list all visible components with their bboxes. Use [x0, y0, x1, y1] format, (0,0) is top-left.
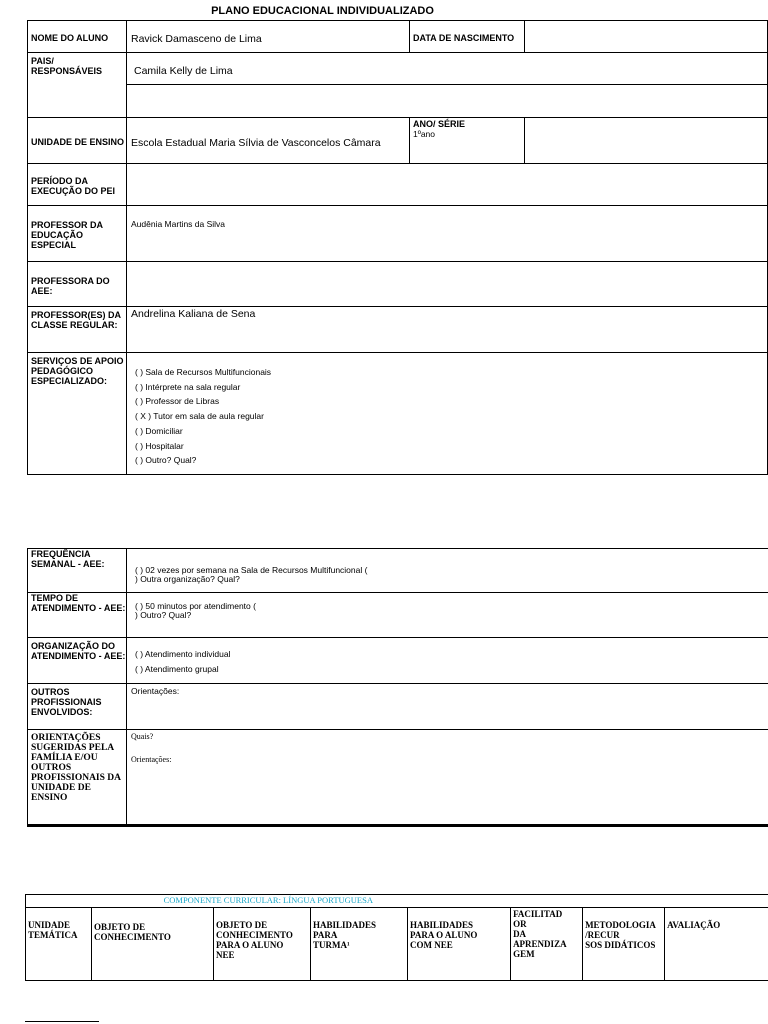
professor-educacao-especial-field[interactable]: Audênia Martins da Silva: [127, 206, 768, 262]
document-title: PLANO EDUCACIONAL INDIVIDUALIZADO: [211, 5, 434, 17]
periodo-execucao-label: PERÍODO DA EXECUÇÃO DO PEI: [28, 164, 127, 206]
tempo-atendimento-label: TEMPO DE ATENDIMENTO - AEE:: [28, 593, 127, 638]
frequencia-line-1: ( ) 02 vezes por semana na Sala de Recursos Multifuncional (: [135, 565, 368, 575]
col-avaliacao: AVALIAÇÃO: [665, 908, 768, 981]
professor-classe-regular-label: PROFESSOR(ES) DA CLASSE REGULAR:: [28, 307, 127, 353]
orientacoes-quais: Quais?: [131, 732, 154, 741]
data-nascimento-field[interactable]: [525, 21, 768, 53]
frequencia-semanal-field[interactable]: [127, 549, 768, 593]
servico-option[interactable]: ( ) Professor de Libras: [135, 396, 220, 407]
tempo-line-2: ) Outro? Qual?: [135, 610, 192, 620]
servico-option[interactable]: ( ) Outro? Qual?: [135, 455, 197, 466]
curriculum-table: [25, 894, 768, 981]
servico-option[interactable]: ( ) Hospitalar: [135, 440, 184, 451]
outros-profissionais-field[interactable]: Orientações:: [127, 684, 768, 730]
servico-option[interactable]: ( ) Domiciliar: [135, 425, 183, 436]
pais-responsaveis-field[interactable]: Camila Kelly de Lima: [127, 53, 768, 85]
orientacoes-orientacoes: Orientações:: [131, 755, 172, 764]
col-unidade-tematica: UNIDADE TEMÁTICA: [26, 908, 92, 981]
nome-aluno-field[interactable]: Ravick Damasceno de Lima: [127, 21, 410, 53]
componente-filler: [511, 895, 768, 908]
componente-curricular: COMPONENTE CURRICULAR: LÍNGUA PORTUGUESA: [26, 895, 511, 908]
servico-option[interactable]: ( X ) Tutor em sala de aula regular: [135, 411, 264, 422]
col-objeto-conhecimento: OBJETO DE CONHECIMENTO: [92, 908, 214, 981]
student-info-table: [27, 20, 768, 475]
orientacoes-sugeridas-field[interactable]: [127, 730, 768, 826]
ano-serie-label: ANO/ SÉRIE: [413, 119, 466, 129]
organizacao-atendimento-label: ORGANIZAÇÃO DO ATENDIMENTO - AEE:: [28, 638, 127, 684]
ano-serie-value: 1ºano: [413, 129, 436, 139]
nome-aluno-label: NOME DO ALUNO: [28, 21, 127, 53]
footnote-separator: [25, 1021, 99, 1022]
frequencia-line-2: ) Outra organização? Qual?: [135, 574, 240, 584]
ano-serie-cell[interactable]: [410, 118, 525, 164]
organizacao-atendimento-field[interactable]: [127, 638, 768, 684]
col-facilitador-aprendizagem: FACILITAD OR DA APRENDIZA GEM: [511, 908, 583, 981]
professor-classe-regular-field[interactable]: Andrelina Kaliana de Sena: [127, 307, 768, 353]
tempo-atendimento-field[interactable]: [127, 593, 768, 638]
frequencia-semanal-label: FREQUÊNCIA SEMANAL - AEE:: [28, 549, 127, 593]
professor-educacao-especial-label: PROFESSOR DA EDUCAÇÃO ESPECIAL: [28, 206, 127, 262]
organizacao-line-2: ( ) Atendimento grupal: [135, 664, 219, 674]
col-metodologia-recursos: METODOLOGIA /RECUR SOS DIDÁTICOS: [583, 908, 665, 981]
servicos-apoio-label: SERVIÇOS DE APOIO PEDAGÓGICO ESPECIALIZADO:: [28, 353, 127, 475]
col-habilidades-aluno-nee: HABILIDADES PARA O ALUNO COM NEE: [408, 908, 511, 981]
servico-option[interactable]: ( ) Sala de Recursos Multifuncionais: [135, 367, 272, 377]
unidade-ensino-field[interactable]: Escola Estadual Maria Sílvia de Vasconcelos Câmara: [127, 118, 410, 164]
orientacoes-sugeridas-label: ORIENTAÇÕES SUGERIDAS PELA FAMÍLIA E/OU OUTROS PROFISSIONAIS DA UNIDADE DE ENSINO: [28, 730, 127, 826]
pais-responsaveis-field-2[interactable]: [127, 85, 768, 118]
unidade-ensino-label: UNIDADE DE ENSINO: [28, 118, 127, 164]
tempo-line-1: ( ) 50 minutos por atendimento (: [135, 601, 256, 611]
col-objeto-conhecimento-nee: OBJETO DE CONHECIMENTO PARA O ALUNO NEE: [214, 908, 311, 981]
pais-responsaveis-label: PAIS/ RESPONSÁVEIS: [28, 53, 127, 118]
professora-aee-field[interactable]: [127, 262, 768, 307]
organizacao-line-1: ( ) Atendimento individual: [135, 649, 231, 659]
periodo-execucao-field[interactable]: [127, 164, 768, 206]
servicos-apoio-options: [127, 353, 768, 475]
servico-option[interactable]: ( ) Intérprete na sala regular: [135, 381, 241, 392]
aee-info-table: [27, 548, 768, 827]
professora-aee-label: PROFESSORA DO AEE:: [28, 262, 127, 307]
ano-serie-extra[interactable]: [525, 118, 768, 164]
data-nascimento-label: DATA DE NASCIMENTO: [410, 21, 525, 53]
outros-profissionais-label: OUTROS PROFISSIONAIS ENVOLVIDOS:: [28, 684, 127, 730]
col-habilidades-turma: HABILIDADES PARA TURMA¹: [311, 908, 408, 981]
